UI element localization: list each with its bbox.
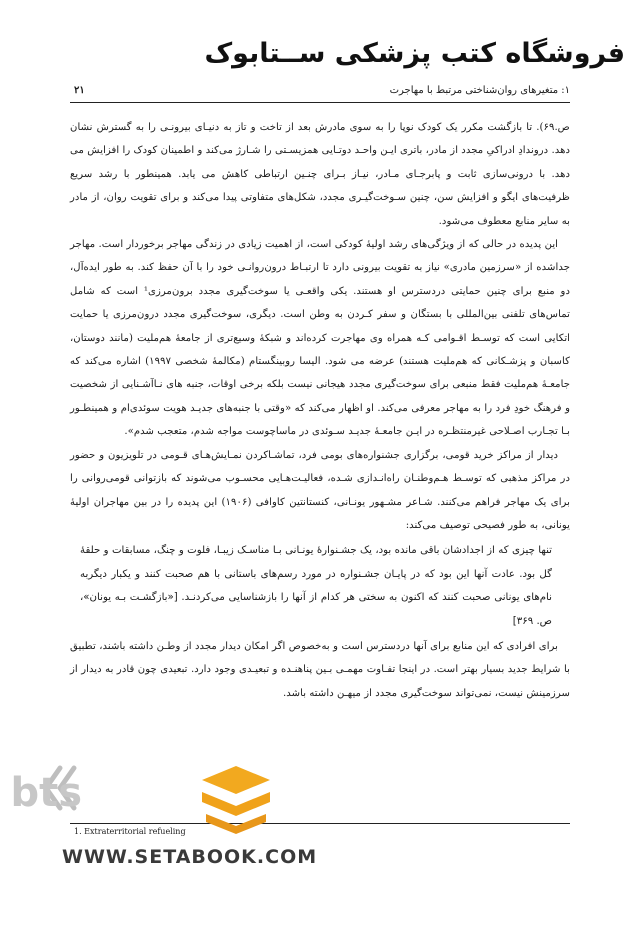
store-title: فروشگاه کتب پزشکی ســتابوک (204, 38, 625, 69)
page-number: ۲۱ (74, 85, 85, 96)
paragraph-1: ص.۶۹). تا بازگشت مکرر یک کودک نوپا را به سوی مادرش بعد از تاخت و تاز به دنیـای بیرونـی را به گسترش نشان دهد. دروندادِ ادراکیِ مجدد از مادر، باتری ایـن واحـد دوتـایی همزیسـتی را شـارژ می‌کند و اطمینان کودک را افزایش می‌ دهد. با درونی‌سازی ثابت و پابرجـای مـادر، نیـاز بـرای چنـین ارتباطی کاهش می یابد. همینطور با رشد سریع ظرفیت‌های ایگو و افزایش سن، چنین سـوخت‌گیـری مجدد، شکل‌های متفاوتی پیدا می‌کند و برای تقویت روان، از مادر به سایر منابع معطوف می‌شود. (70, 122, 570, 227)
watermark-url: WWW.SETABOOK.COM (62, 846, 318, 868)
setabook-watermark-logo-icon (10, 758, 282, 844)
paragraph-4: برای افرادی که این منابع برای آنها دردسترس است و به‌خصوص اگر امکان دیدار مجدد از وطـن داشته باشند، تطبیق با شرایط جدید بسیار بهتر است. در اینجا تفـاوت مهمـی بـین پناهنـده و تبعیـدی وجود دارد. تبعیدی چون قادر به دیدار از سرزمینش نیست، نمی‌تواند سوخت‌گیری مجدد از میهـن داشته باشد. (70, 640, 570, 699)
chapter-title: ۱: متغیرهای روان‌شناختی مرتبط با مهاجرت (389, 85, 570, 96)
block-quote: تنها چیزی که از اجدادشان باقی مانده بود، یک جشـنوارهٔ یونـانی بـا مناسـک زیبـا، فلوت و چنگ، مسابقات و حلقهٔ گل بود. عادت آنها این بود که در پایـان جشـنواره در مورد رسم‌های باستانی با هم صحبت کنند و یکبار دیگربه نام‌های یونانی صحبت کنند که اکنون به سختی هر کدام از آنها را بازشناسایی می‌کردنـد. [«بازگشـت بـه یونان»، ص. ۳۶۹] (80, 545, 552, 627)
footnote: 1. Extraterritorial refueling (74, 827, 186, 836)
paragraph-2: این پدیده در حالی که از ویژگی‌های رشد اولیهٔ کودکی است، از اهمیت زیادی در زندگی مهاجر برخوردار است. مهاجر جداشده از «سرزمین مادری» نیاز به تقویت بیرونی دارد تا ارتبـاط درون‌روانـی خود را با آن حفظ کند. به طور ایده‌آل، دو منبع برای چنین حمایتی دردسترس او هستند. یکی واقعـی یا سوخت‌گیری مجدد برون‌مرزی¹ است که شامل تماس‌های تلفنی بین‌المللی با بستگان و سفر کـردن به وطن است. دیگری، سوخت‌گیری مجدد درون‌مرزی یا حمایت اتکایی است که توسـط اقـوامی کـه همراه وی مهاجرت کرده‌اند و شبکهٔ وسیع‌تری از جامعهٔ هم‌ملیت (مانند دوستان، کاسبان و پزشـکانی که هم‌ملیت هستند) عرضه می شود. الیسا روبینگستام (مکالمهٔ شخصی ۱۹۹۷) اشاره می‌کند که جامعـهٔ هم‌ملیت فقط منبعی برای سوخت‌گیری مجدد هیجانی نیست بلکه برخی اوقات، جنبه های نـاآشـنایی از شخصیت و فرهنگ خودِ فرد را به مهاجر معرفی می‌کند. او اظهار می‌کند که «وقتی با جنبه‌های جدیـد هویت سوئدی‌ام و همینطـور بـا تجـارب اصـلاحی غیرمنتظـره در ایـن جامعـهٔ جدیـد سـوئدی در ماساچوست مواجه شدم، متعجب شدم». (70, 239, 571, 438)
page-body (70, 116, 570, 705)
svg-text:stb: stb (10, 770, 82, 816)
running-header (70, 82, 570, 103)
paragraph-3: دیدار از مراکز خرید قومی، برگزاری جشنواره‌های بومی فرد، تماشـاکردن نمـایش‌هـای قـومی در تلویزیون و حضور در مراکز مذهبی که توسـط هـم‌وطنـان راه‌انـدازی شـده، فعالیـت‌هـایی محسـوب می‌شوند که بازتوانی قومی‌روانی را برای یک مهاجر فراهم می‌کنند. شـاعر مشـهور یونـانی، کنستانتین کاوافی (۱۹۰۶) این پدیده را در بین مهاجران اولیهٔ یونانی، به طور فصیحی توصیف می‌کند: (70, 449, 571, 531)
